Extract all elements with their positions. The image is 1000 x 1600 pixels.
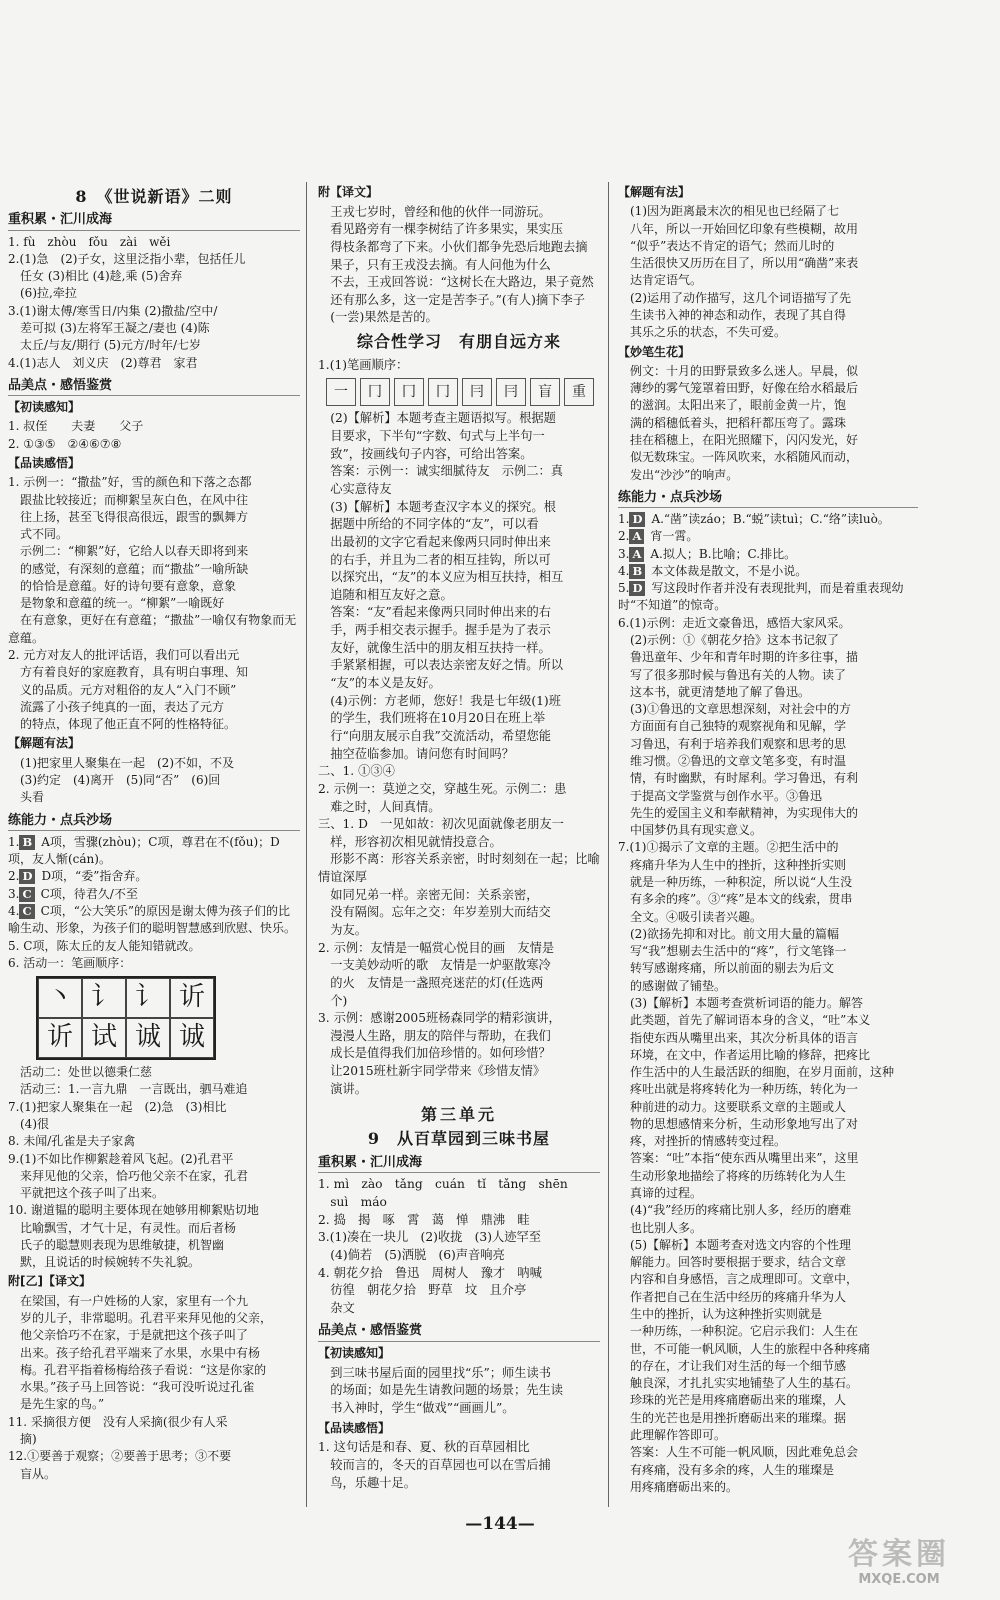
text-line: 没有隔阂。忘年之交：年岁差别大而结交	[318, 905, 551, 920]
text-line: 6. 活动一：笔画顺序：	[8, 955, 132, 970]
text-line: 活动二：处世以德秉仁慈	[8, 1065, 153, 1080]
text-line: (3)【解析】本题考查赏析词语的能力。解答	[618, 995, 863, 1010]
watermark-url: MXQE.COM	[858, 1572, 940, 1587]
subsection-label: 【品读感悟】	[318, 1420, 391, 1435]
page-number: —144—	[465, 1514, 535, 1534]
text-line: 生动形象地描绘了将疼的历练转化为人生	[618, 1168, 847, 1183]
text-line: 任女 (3)相比 (4)趁,乘 (5)舍弃	[8, 269, 183, 284]
stroke-order	[326, 378, 600, 406]
text-line: 转写感谢疼痛，所以前面的剔去为后文	[618, 961, 835, 976]
choice-answer	[618, 563, 918, 580]
choice-answer	[8, 886, 300, 903]
text-line: 默，且说话的时候婉转不失礼貌。	[8, 1255, 201, 1270]
text-line: 在有意象，更好在有意蕴；“撒盐”一喻仅有物象而无意蕴。	[8, 613, 297, 645]
text-line: suì máo	[318, 1194, 387, 1209]
text-line: 8. 未闻/孔雀是夫子家禽	[8, 1134, 136, 1149]
grid-character: 诚	[170, 1018, 214, 1058]
choice-answers	[618, 511, 918, 615]
text-line: 生的光芒也是用挫折磨砺出来的璀璨。据	[618, 1410, 847, 1425]
text-line: 跟盐比较接近；而柳絮呈灰白色，在风中往	[8, 492, 249, 507]
text-line: 环境，在文中，作者运用比喻的修辞，把疼比	[618, 1047, 871, 1062]
column-middle	[318, 182, 600, 1492]
text-line: 的特点，体现了他正直不阿的性格特征。	[8, 717, 237, 732]
text-line: 三、1. D 一见如故：初次见面就像老朋友一	[318, 817, 564, 832]
text-line: 氏子的聪慧则表现为思维敏捷，机智幽	[8, 1237, 225, 1252]
text-line: 12.①要善于观察；②要善于思考；③不要	[8, 1449, 232, 1464]
text-line: 式不同。	[8, 527, 69, 542]
answer-block	[318, 204, 600, 327]
answer-letter-badge: C	[19, 904, 34, 919]
text-line: 的感谢做了铺垫。	[618, 978, 727, 993]
text-line: 的恰恰是意蕴。好的诗句要有意象，意象	[8, 578, 237, 593]
lesson-title: 9 从百草园到三味书屋	[367, 1129, 551, 1149]
subsection-label: 附[乙]【译文】	[8, 1274, 91, 1289]
answer-block	[8, 418, 300, 453]
text-line: 疼，对挫折的情感转变过程。	[618, 1134, 787, 1149]
text-line: 出最初的文字它看起来像两只同时伸出来	[318, 534, 551, 549]
section-header: 品美点・感悟鉴赏	[318, 1322, 600, 1342]
text-line: 样，形容初次相见就情投意合。	[318, 834, 502, 849]
text-line: 心实意待友	[318, 481, 392, 496]
question-number: 5.	[618, 581, 630, 596]
text-line: 此类题，首先了解词语本身的含义，“吐”本义	[618, 1013, 871, 1028]
text-line: 如同兄弟一样。亲密无间：关系亲密，	[318, 887, 539, 902]
text-line: 例文：十月的田野景致多么迷人。早晨，似	[618, 363, 859, 378]
text-line: 2. 元方对友人的批评话语，我们可以看出元	[8, 648, 240, 663]
text-line: 一支美妙动听的歌 友情是一炉驱散寒冷	[318, 958, 551, 973]
answer-letter-badge: D	[629, 512, 645, 527]
text-line: 真谛的过程。	[618, 1186, 703, 1201]
answer-block	[8, 474, 300, 733]
text-line: 2.(1)急 (2)子女，这里泛指小辈，包括任儿	[8, 251, 246, 266]
text-line: 形影不离：形容关系亲密，时时刻刻在一起；比喻情谊深厚	[318, 852, 600, 885]
choice-answer	[8, 903, 300, 938]
grid-character: 丶	[38, 978, 82, 1018]
text-line: 作者把自己在生活中经历的疼痛升华为人	[618, 1289, 847, 1304]
text-line: (4)“我”经历的疼痛比别人多，经历的磨难	[618, 1203, 852, 1218]
text-line: 太丘/与友/期行 (5)元方/时年/七岁	[8, 338, 201, 353]
answer-block	[318, 410, 600, 1098]
text-line: 疼痛升华为人生中的挫折，这种挫折实则	[618, 857, 847, 872]
text-line: (5)【解析】本题考查对选文内容的个性理	[618, 1237, 851, 1252]
text-line: (2)运用了动作描写，这几个词语描写了先	[618, 290, 851, 305]
grid-character: 讠	[82, 978, 126, 1018]
question-number: 1.	[8, 834, 20, 849]
choice-answer	[618, 546, 918, 563]
text-line: 友好，就像生活中的朋友相互扶持一样。	[318, 640, 551, 655]
text-line: (1)因为距离最末次的相见也已经隔了七	[618, 204, 839, 219]
section-header: 练能力・点兵沙场	[618, 489, 918, 508]
text-line: 物的思想感情来分析，生动形象地写出了对	[618, 1116, 859, 1131]
text-line: (3)【解析】本题考查汉字本义的探究。根	[318, 499, 556, 514]
text-line: 是物象和意蕴的统一。“柳絮”一喻既好	[8, 596, 225, 611]
text-line: 答案：示例一：诚实细腻待友 示例二：真	[318, 464, 563, 479]
answer-letter-badge: B	[19, 835, 35, 850]
text-line: 他父亲恰巧不在家，于是就把这个孩子叫了	[8, 1328, 249, 1343]
text-line: 答案：人生不可能一帆风顺，因此难免总会	[618, 1445, 859, 1460]
text-line: 鲁迅童年、少年和青年时期的许多往事，描	[618, 650, 859, 665]
text-line: 追随和相互友好之意。	[318, 587, 453, 602]
text-line: 生活很快又历历在目了，所以用“确凿”来表	[618, 256, 859, 271]
text-line: 的滋润。太阳出来了，眼前金黄一片，饱	[618, 398, 847, 413]
answer-block	[8, 938, 300, 973]
text-line: 让2015班杜新宇同学带来《珍惜友情》	[318, 1064, 546, 1079]
text-line: 1. fù zhòu fǒu zài wěi	[8, 234, 171, 249]
text-line: 义的品质。元方对粗俗的友人“入门不顾”	[8, 682, 237, 697]
unit-title: 第三单元	[420, 1105, 497, 1125]
answer-letter-badge: D	[19, 869, 35, 884]
text-line: 的感觉，有深刻的意蕴；而“撒盐”一喻所缺	[8, 561, 249, 576]
text-line: 水果。”孩子马上回答说：“我可没听说过孔雀	[8, 1380, 255, 1395]
text-line: 平就把这个孩子叫了出来。	[8, 1186, 165, 1201]
text-line: 1. 示例一：“撒盐”好，雪的颜色和下落之态都	[8, 475, 252, 490]
text-line: 生中的挫折，认为这种挫折实则就是	[618, 1307, 823, 1321]
column-divider	[306, 182, 307, 1507]
answer-block	[8, 1293, 300, 1483]
text-line: 内容和自身感悟，言之成理即可。文章中，	[618, 1272, 859, 1287]
text-line: (一尝)果然是苦的。	[318, 310, 438, 325]
text-line: 种前进的动力。这要联系文章的主题或人	[618, 1099, 847, 1114]
choice-answer	[8, 834, 300, 869]
text-line: 其乐之乐的状态，不失可爱。	[618, 325, 787, 340]
question-number: 3.	[618, 546, 630, 561]
text-line: 摘)	[8, 1432, 37, 1446]
text-line: 手，两手相交表示握手。握手是为了表示	[318, 623, 551, 638]
text-line: 的右手，并且为二者的相互挂钩，所以可	[318, 552, 551, 567]
text-line: 写了很多那时候与鲁迅有关的人物。读了	[618, 667, 847, 682]
stroke-step: 冃	[462, 378, 492, 406]
text-line: 生读书入神的神态和动作，表现了其自得	[618, 307, 847, 322]
text-line: 鸟，乐趣十足。	[318, 1475, 416, 1490]
answer-letter-badge: C	[19, 887, 34, 902]
text-line: 疼吐出就是将疼转化为一种历练，转化为一	[618, 1082, 859, 1097]
text-line: 方面面有自己独特的观察视角和见解，学	[618, 719, 847, 734]
text-line: 这本书，就更清楚地了解了鲁迅。	[618, 684, 811, 699]
text-line: 头看	[8, 790, 45, 805]
stroke-step: 冂	[394, 378, 424, 406]
text-line: 出来。孩子给孔君平端来了水果，水果中有杨	[8, 1345, 261, 1360]
text-line: 解能力。回答时要根据于要求，结合文章	[618, 1255, 847, 1270]
text-line: 5. C项，陈太丘的友人能知错就改。	[8, 938, 201, 953]
text-line: 7.(1)①揭示了文章的主题。②把生活中的	[618, 840, 839, 855]
text-line: 1.(1)笔画顺序：	[318, 357, 409, 372]
lesson-title: 综合性学习 有朋自远方来	[356, 332, 561, 352]
answer-explanation: 写这段时作者并没有表现批判，而是着重表现幼时“不知道”的惊奇。	[618, 581, 904, 613]
text-line: 王戎七岁时，曾经和他的伙伴一同游玩。	[318, 204, 551, 219]
subsection-label: 【解题有法】	[8, 736, 81, 751]
text-line: 八年，所以一开始回忆印象有些模糊，故用	[618, 221, 859, 236]
choice-answer	[618, 511, 918, 528]
answer-letter-badge: A	[629, 529, 644, 544]
text-line: 4.(1)志人 刘义庆 (2)尊君 家君	[8, 355, 198, 370]
text-line: 触良深，才扎扎实实地铺垫了人生的基石。	[618, 1376, 859, 1391]
text-line: 世，不可能一帆风顺，人生的旅程中各种疼痛	[618, 1341, 871, 1356]
text-line: (3)约定 (4)离开 (5)同“否” (6)回	[8, 773, 221, 787]
text-line: 2. ①③⑤ ②④⑥⑦⑧	[8, 436, 122, 451]
text-line: 得枝条都弯了下来。小伙们都争先恐后地跑去摘	[318, 239, 588, 254]
text-line: 漫漫人生路，朋友的陪伴与帮助，在我们	[318, 1028, 551, 1043]
text-line: 有多余的疼”。③“疼”是本文的线索，贯串	[618, 892, 853, 907]
text-line: 手紧紧相握，可以表达亲密友好之情。所以	[318, 658, 563, 673]
grid-character: 䜣	[170, 978, 214, 1018]
text-line: 的场面；如是先生请教问题的场景；先生读	[318, 1383, 563, 1398]
text-line: 行“向朋友展示自我”交流活动，希望您能	[318, 728, 552, 743]
text-line: (2)欲扬先抑和对比。前文用大量的篇幅	[618, 926, 839, 941]
text-line: 指使东西从嘴里出来，其次分析具体的语言	[618, 1030, 859, 1045]
text-line: 到三味书屋后面的园里找“乐”；师生读书	[318, 1365, 552, 1380]
text-line: 4. 朝花夕拾 鲁迅 周树人 豫才 呐喊	[318, 1265, 542, 1280]
section-header: 重积累・汇川成海	[8, 211, 300, 230]
text-line: 二、1. ①③④	[318, 764, 395, 779]
text-line: (3)①鲁迅的文章思想深刻，对社会中的方	[618, 702, 851, 717]
subsection-label: 附【译文】	[318, 185, 379, 199]
text-line: 3.(1)谢太傅/寒雪日/内集 (2)撒盐/空中/	[8, 303, 218, 318]
question-number: 4.	[8, 903, 20, 918]
text-line: 彷徨 朝花夕拾 野草 坟 且介亭	[318, 1283, 527, 1298]
text-line: (4)示例：方老师，您好！我是七年级(1)班	[318, 693, 561, 708]
answer-block	[8, 234, 300, 372]
text-line: 的学生，我们班将在10月20日在班上举	[318, 711, 546, 726]
answer-explanation: A.“凿”读záo；B.“蜕”读tuì；C.“络”读luò。	[651, 512, 890, 527]
answer-block	[318, 1176, 600, 1317]
choice-answers	[8, 834, 300, 938]
text-line: 珍珠的光芒是用疼痛磨砺出来的璀璨，人	[618, 1393, 847, 1408]
answer-explanation: A项，雪骤(zhòu)；C项，尊君在不(fǒu)；D项，友人惭(cán)。	[8, 834, 280, 867]
answer-block	[8, 755, 300, 807]
text-line: 以探究出，“友”的本义应为相互扶持，相互	[318, 570, 564, 585]
text-line: 维习惯。②鲁迅的文章文笔多变，有时温	[618, 754, 847, 768]
text-line: 比喻飘雪，才气十足，有灵性。而后者杨	[8, 1220, 237, 1235]
question-number: 2.	[618, 529, 630, 544]
answer-block	[318, 1439, 600, 1492]
question-number: 4.	[618, 563, 630, 578]
text-line: 为友。	[318, 922, 367, 937]
answer-block	[318, 1365, 600, 1418]
text-line: 1. 叔侄 夫妻 父子	[8, 419, 144, 434]
text-line: 不去，王戎回答说：“这树长在大路边，果子竟然	[318, 275, 594, 290]
text-line: 1. 这句话是和春、夏、秋的百草园相比	[318, 1440, 530, 1455]
text-line: 致”，按画线句子内容，可给出答案。	[318, 446, 533, 461]
answer-explanation: A.拟人；B.比喻；C.排比。	[650, 546, 797, 561]
text-line: 7.(1)把家人聚集在一起 (2)急 (3)相比	[8, 1099, 227, 1114]
text-line: 演讲。	[318, 1081, 367, 1096]
text-line: 往上扬，甚至飞得很高很远，跟雪的飘舞方	[8, 509, 249, 524]
text-line: 作生活中的人生最活跃的细胞，在岁月面前，这种	[618, 1065, 895, 1080]
choice-answer	[618, 528, 918, 545]
choice-answer	[618, 580, 918, 615]
answer-letter-badge: A	[629, 547, 644, 562]
stroke-step: 重	[564, 378, 594, 406]
text-line: 习鲁迅，有利于培养我们观察和思考的思	[618, 736, 847, 751]
character-grid	[36, 976, 216, 1060]
lesson-title: 8 《世说新语》二则	[75, 187, 233, 206]
answer-explanation: C项，待君久/不至	[40, 886, 138, 901]
text-line: 发出“沙沙”的响声。	[618, 467, 739, 482]
text-line: (2)【解析】本题考查主题语拟写。根据题	[318, 411, 556, 426]
text-line: 一种历练，一种积淀。它启示我们：人生在	[618, 1324, 859, 1339]
question-number: 1.	[618, 512, 630, 527]
text-line: 个)	[318, 993, 348, 1008]
text-line: 写“我”想剔去生活中的“疼”，行文笔锋一	[618, 944, 847, 959]
text-line: 还有那么多，这一定是苦李子。”(有人)摘下李子	[318, 292, 585, 307]
answer-block	[318, 357, 600, 375]
text-line: 岁的儿子，非常聪明。孔君平来拜见他的父亲，	[8, 1311, 273, 1326]
grid-character: 䜣	[38, 1018, 82, 1058]
text-line: 2. 示例一：莫逆之交，穿越生死。示例二：患	[318, 781, 567, 796]
text-line: 目要求，下半句“字数、句式与上半句一	[318, 429, 545, 444]
text-line: (4)倘若 (5)洒脱 (6)声音响亮	[318, 1247, 505, 1262]
answer-explanation: 宵一霄。	[650, 529, 699, 544]
section-header: 练能力・点兵沙场	[8, 812, 300, 831]
text-line: 也比别人多。	[618, 1220, 703, 1235]
text-line: 全文。④吸引读者兴趣。	[618, 909, 763, 924]
text-line: 较而言的，冬天的百草园也可以在雪后捕	[318, 1457, 551, 1472]
stroke-step: 一	[326, 378, 356, 406]
text-line: 先生的爱国主义和奉献精神，为实现伟大的	[618, 805, 859, 820]
text-line: 2. 捣 揭 啄 霄 蔼 惮 鼎沸 畦	[318, 1212, 530, 1227]
text-line: 难之时，人间真情。	[318, 799, 441, 814]
text-line: 差可拟 (3)左将军王凝之/妻也 (4)陈	[8, 320, 210, 335]
text-line: (2)示例：①《朝花夕拾》这本书记叙了	[618, 633, 839, 648]
text-line: 方有着良好的家庭教育，具有明白事理、知	[8, 665, 249, 680]
text-line: (6)拉,牵拉	[8, 286, 77, 301]
text-line: 果子，只有王戎没去摘。有人问他为什么	[318, 257, 551, 272]
text-line: 书入神时，学生“做戏”“画画儿”。	[318, 1401, 515, 1415]
text-line: 中国梦仍具有现实意义。	[618, 823, 763, 838]
answer-block	[618, 363, 918, 484]
stroke-step: 冂	[360, 378, 390, 406]
question-number: 3.	[8, 886, 20, 901]
answer-block	[8, 1064, 300, 1271]
text-line: 情，有时幽默，有时犀利。学习鲁迅，有利	[618, 771, 859, 786]
text-line: 据题中所给的不同字体的“友”，可以看	[318, 517, 539, 532]
stroke-step: 冃	[496, 378, 526, 406]
text-line: 3. 示例：感谢2005班杨森同学的精彩演讲，	[318, 1011, 561, 1026]
text-line: 的火 友情是一盏照亮迷茫的灯(任选两	[318, 975, 544, 990]
question-number: 2.	[8, 869, 20, 884]
text-line: 薄纱的雾气笼罩着田野，好像在给水稻最后	[618, 381, 859, 396]
column-divider	[608, 182, 609, 1507]
subsection-label: 【初读感知】	[318, 1346, 391, 1361]
text-line: 2. 示例：友情是一幅赏心悦目的画 友情是	[318, 940, 555, 955]
subsection-label: 【品读感悟】	[8, 455, 81, 470]
text-line: 在梁国，有一户姓杨的人家，家里有一个九	[8, 1293, 249, 1308]
text-line: 示例二：“柳絮”好，它给人以春天即将到来	[8, 544, 249, 559]
text-line: 于提高文学鉴赏与创作水平。③鲁迅	[618, 788, 823, 803]
text-line: 挂在稻穗上，在阳光照耀下，闪闪发光，好	[618, 432, 859, 447]
answer-explanation: C项，“公大笑乐”的原因是谢太傅为孩子们的比喻生动、形象，为孩子们的聪明智慧感到欣慰、快乐。	[8, 903, 297, 936]
text-line: 达肯定语气。	[618, 273, 703, 288]
text-line: 看见路旁有一棵李树结了许多果实，果实压	[318, 222, 563, 237]
stroke-step: 盲	[530, 378, 560, 406]
text-line: “似乎”表达不肯定的语气；然而儿时的	[618, 238, 835, 253]
stroke-step: 冂	[428, 378, 458, 406]
text-line: 似无数珠宝。一阵风吹来，水稻随风而动，	[618, 450, 859, 465]
text-line: 杂文	[318, 1300, 355, 1315]
text-line: 满的稻穗低着头，把稻秆都压弯了。露珠	[618, 415, 847, 430]
text-line: 9.(1)不如比作柳絮趁着风飞起。(2)孔君平	[8, 1151, 234, 1166]
grid-character: 诚	[126, 1018, 170, 1058]
text-line: 11. 采摘很方便 没有人采摘(很少有人采	[8, 1414, 228, 1429]
choice-answer	[8, 868, 300, 885]
text-line: 抽空莅临参加。请问您有时间吗？	[318, 746, 514, 761]
text-line: 答案：“友”看起来像两只同时伸出来的右	[318, 605, 552, 620]
text-line: 就是一种历练，一种积淀，所以说“人生没	[618, 874, 853, 889]
section-header: 重积累・汇川成海	[318, 1154, 600, 1174]
text-line: 成长是值得我们加倍珍惜的。如何珍惜？	[318, 1046, 551, 1061]
text-line: 是先生家的鸟。”	[8, 1397, 105, 1412]
text-line: 1. mì zào tǎng cuán tǐ tǎng shēn	[318, 1177, 568, 1192]
text-line: 用疼痛磨砺出来的。	[618, 1479, 739, 1494]
text-line: 此理解作答即可。	[618, 1427, 727, 1442]
text-line: 的存在，才让我们对生活的每一个细节感	[618, 1358, 847, 1373]
text-line: (4)很	[8, 1116, 49, 1131]
subsection-label: 【初读感知】	[8, 400, 81, 415]
answer-block	[618, 203, 918, 341]
text-line: 答案：“吐”本指“使东西从嘴里出来”，这里	[618, 1151, 859, 1166]
text-line: 盲从。	[8, 1466, 57, 1481]
subsection-label: 【妙笔生花】	[618, 344, 691, 359]
answer-explanation: 本文体裁是散文，不是小说。	[651, 563, 808, 578]
answer-block	[618, 615, 918, 1496]
text-line: “友”的本义是友好。	[318, 676, 441, 691]
watermark-logo	[810, 1538, 988, 1588]
grid-character: 试	[82, 1018, 126, 1058]
column-right	[618, 182, 918, 1496]
text-line: 来拜见他的父亲，恰巧他父亲不在家，孔君	[8, 1168, 249, 1183]
answer-letter-badge: D	[629, 581, 645, 596]
section-header: 品美点・感悟鉴赏	[8, 377, 300, 396]
text-line: 梅。孔君平指着杨梅给孩子看说：“这是你家的	[8, 1362, 267, 1377]
text-line: 流露了小孩子纯真的一面，表达了元方	[8, 699, 225, 714]
answer-explanation: D项，“委”指舍弃。	[41, 869, 148, 884]
column-left	[8, 182, 300, 1483]
text-line: 3.(1)凑在一块儿 (2)收拢 (3)人迹罕至	[318, 1230, 541, 1245]
text-line: (1)把家里人聚集在一起 (2)不如，不及	[8, 755, 234, 770]
text-line: 10. 谢道韫的聪明主要体现在她够用柳絮贴切地	[8, 1203, 259, 1218]
text-line: 有疼痛，没有多余的疼，人生的璀璨是	[618, 1462, 835, 1477]
subsection-label: 【解题有法】	[618, 185, 691, 199]
grid-character: 讠	[126, 978, 170, 1018]
watermark-text: 答案圈	[848, 1537, 950, 1572]
text-line: 活动三：1.一言九鼎 一言既出，驷马难追	[8, 1082, 248, 1097]
text-line: 6.(1)示例：走近文豪鲁迅，感悟大家风采。	[618, 615, 851, 630]
answer-letter-badge: B	[629, 564, 645, 579]
